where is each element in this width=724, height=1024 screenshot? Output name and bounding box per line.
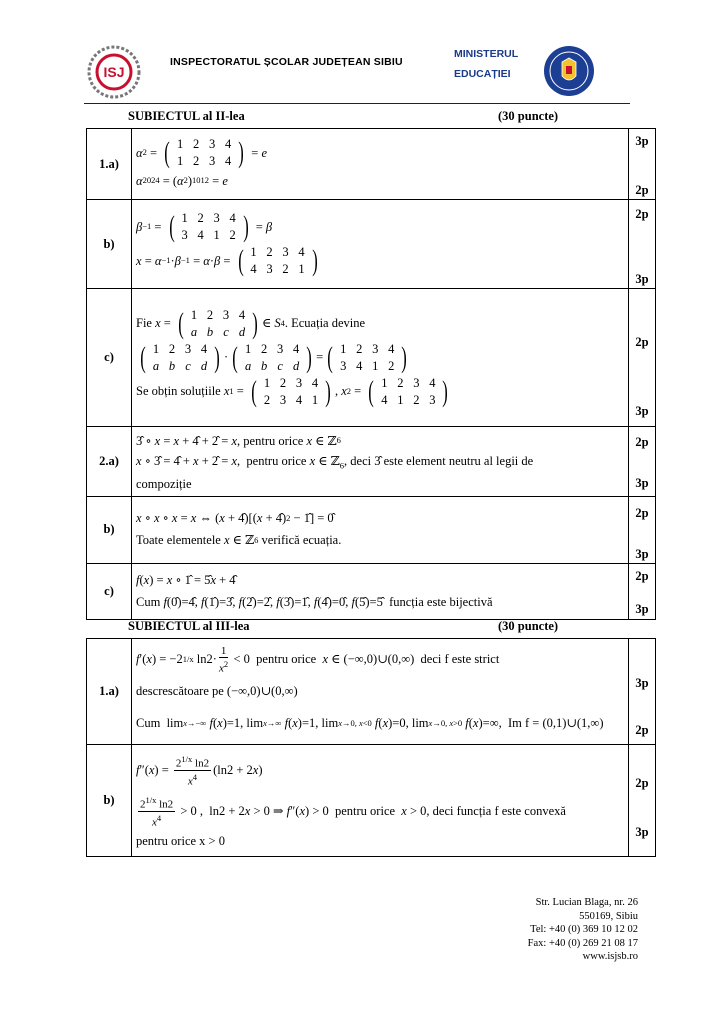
website-link[interactable]: www.isjsb.ro bbox=[582, 951, 638, 962]
ministry-name: MINISTERUL EDUCAȚIEI bbox=[454, 48, 519, 80]
points-cell: 2p 3p bbox=[629, 563, 656, 619]
government-seal-icon bbox=[542, 44, 596, 98]
points-cell: 2p 3p bbox=[629, 289, 656, 427]
page-header bbox=[86, 40, 646, 102]
isj-logo bbox=[86, 44, 142, 100]
solution-cell: x ∘ x ∘ x = x ⇔ ( x + 4̂)[( x + 4̂) 2 − 1̂] = 0̂ Toate elementele x ∈ ℤ 6 verifică ecuația. bbox=[132, 496, 629, 563]
table-row bbox=[87, 496, 656, 563]
section-3-table bbox=[86, 638, 656, 857]
section-3-title: SUBIECTUL al III-lea bbox=[128, 619, 250, 633]
item-label: c) bbox=[87, 563, 132, 619]
table-row bbox=[87, 200, 656, 289]
table-row bbox=[87, 639, 656, 745]
points-cell: 3p 2p bbox=[629, 129, 656, 200]
item-label: 1.a) bbox=[87, 129, 132, 200]
matrix: ( 1 2 3 4 1 2 3 4 ) bbox=[164, 136, 244, 169]
table-row bbox=[87, 563, 656, 619]
table-row bbox=[87, 129, 656, 200]
section-2-points: (30 puncte) bbox=[498, 109, 559, 123]
item-label: 2.a) bbox=[87, 427, 132, 497]
points-cell: 2p 3p bbox=[629, 745, 656, 857]
points-cell: 2p 3p bbox=[629, 427, 656, 497]
item-label: c) bbox=[87, 289, 132, 427]
section-2-table bbox=[86, 128, 656, 620]
footer-address: Str. Lucian Blaga, nr. 26 550169, Sibiu Tel: +40 (0) 369 10 12 02 Fax: +40 (0) 269 21 08 17 www.isjsb.ro bbox=[527, 897, 638, 962]
solution-cell: α 2 = ( 1 2 3 4 1 2 3 4 ) = e α 2024 = ( α 2 ) 1012 = e bbox=[132, 129, 629, 200]
table-row bbox=[87, 745, 656, 857]
solution-cell: f ′( x ) = −2 1/x ln2· $\frac{1}{x^2}$ < 0 pentru orice x ∈ (−∞,0)∪(0,∞) deci f este strict descrescătoare pe (−∞,0)∪(0,∞) Cum lim x→−∞ f ( x )=1, lim x→∞ f ( x )=1, lim x→0, x<0 f ( x )=0, lim x→0, x>0 f ( x )=∞, Im f = (0,1)∪(1,∞) bbox=[132, 639, 629, 745]
item-label: b) bbox=[87, 745, 132, 857]
table-row bbox=[87, 427, 656, 497]
item-label: b) bbox=[87, 200, 132, 289]
table-row bbox=[87, 289, 656, 427]
solution-cell: 3̂ ∘ x = x + 4̂ + 2̂ = x , pentru orice x ∈ ℤ 6 x ∘ 3̂ = 4̂ + x + 2̂ = x, pentru orice x ∈ ℤ$_6$, deci 3̂ este element neutru al legii de compoziție bbox=[132, 427, 629, 497]
points-cell: 2p 3p bbox=[629, 200, 656, 289]
points-cell: 3p 2p bbox=[629, 639, 656, 745]
item-label: 1.a) bbox=[87, 639, 132, 745]
svg-text:ISJ: ISJ bbox=[103, 64, 125, 80]
solution-cell: f ( x ) = x ∘ 1̂ = 5̂ x + 4̂ Cum f (0̂)=4̂, f (1̂)=3̂, f (2̂)=2̂, f (3̂)=1̂, f (4̂)=0̂, f (5̂)=5̂ funcția este bijectivă bbox=[132, 563, 629, 619]
item-label: b) bbox=[87, 496, 132, 563]
solution-cell: β −1 = ( 1 2 3 4 3 4 1 2 ) = β x = α −1 · β −1 = α · β = ( 1 2 3 4 4 3 2 1 ) bbox=[132, 200, 629, 289]
points-cell: 2p 3p bbox=[629, 496, 656, 563]
institution-name: INSPECTORATUL ȘCOLAR JUDEȚEAN SIBIU bbox=[170, 56, 403, 68]
header-divider bbox=[84, 103, 630, 104]
section-3-points: (30 puncte) bbox=[498, 619, 559, 633]
section-2-title: SUBIECTUL al II-lea bbox=[128, 109, 245, 123]
solution-cell: f ″( x ) = $\frac{2^{1/x} \ln 2}{x^4}$ (ln2 + 2 x ) $\frac{2^{1/x} \ln 2}{x^4}$ > 0 , ln2 + 2 x > 0 ⇒ f ″( x ) > 0 pentru orice x > 0 , deci funcția f este convexă pentru orice x > 0 bbox=[132, 745, 629, 857]
solution-cell: Fie x = ( 1 2 3 4 a b c d ) ∈ S 4 . Ecuația devine ( 1 2 3 4 a b c d ) · ( 1 2 3 4 a b c d ) = ( 1 2 3 4 3 4 1 2 ) Se obțin soluțiile x 1 = ( 1 2 3 4 2 3 4 1 ) , x 2 = ( 1 2 3 4 4 1 2 3 ) bbox=[132, 289, 629, 427]
